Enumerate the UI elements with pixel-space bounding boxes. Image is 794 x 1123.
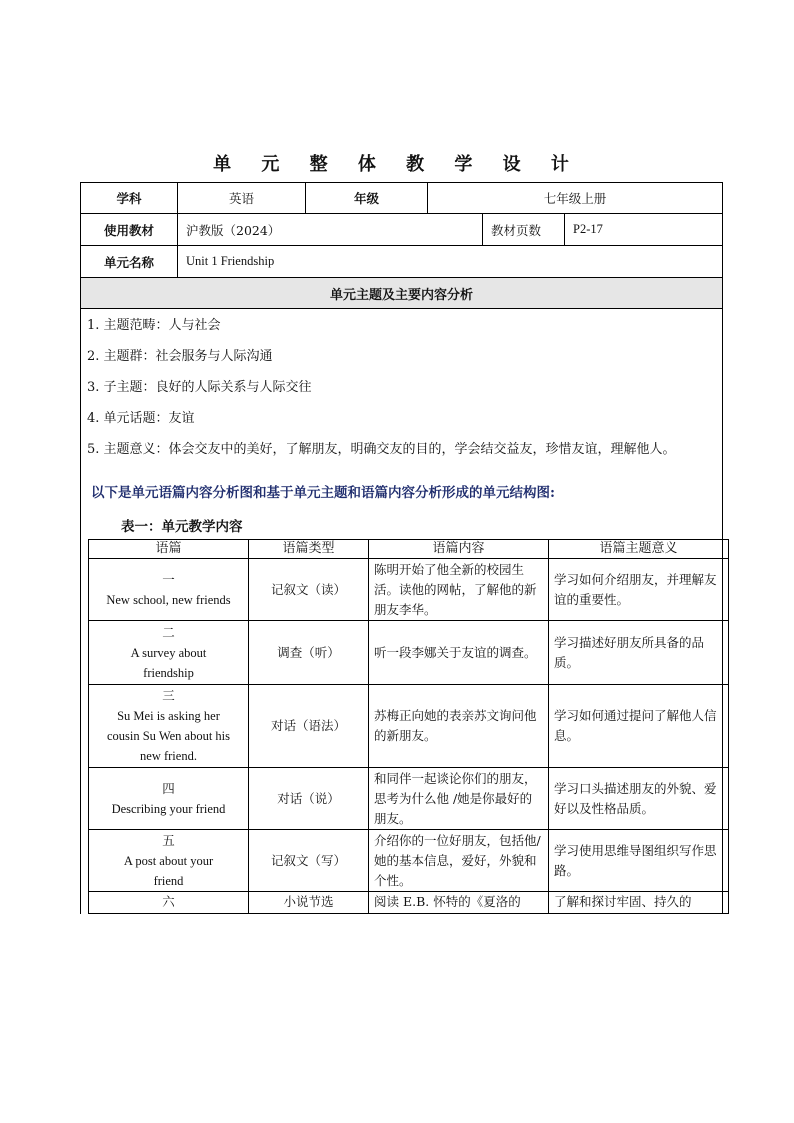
- point-theme-meaning: 5. 主题意义：体会交友中的美好，了解朋友，明确交友的目的，学会结交益友，珍惜友谊，理解他人。: [87, 442, 676, 457]
- row-meaning: 学习描述好朋友所具备的品质。: [549, 621, 729, 685]
- row-number: 四: [162, 781, 175, 796]
- row-number: 五: [162, 833, 175, 848]
- row-title: Describing your friend: [111, 801, 226, 816]
- row-number: 六: [162, 895, 175, 909]
- header-meaning: 语篇主题意义: [549, 540, 729, 559]
- table-caption: 表一：单元教学内容: [121, 519, 243, 535]
- row-meaning: 了解和探讨牢固、持久的: [554, 894, 692, 909]
- row-content: 听一段李娜关于友谊的调查。: [369, 621, 549, 685]
- section-title: 单元主题及主要内容分析: [81, 278, 723, 309]
- textbook-label: 使用教材: [81, 214, 178, 246]
- row-number: 二: [162, 625, 175, 640]
- row-meaning: 学习如何通过提问了解他人信息。: [549, 685, 729, 768]
- row-meaning: 学习口头描述朋友的外貌、爱好以及性格品质。: [549, 768, 729, 830]
- row-title: Su Mei is asking her cousin Su Wen about his new friend.: [106, 709, 231, 763]
- table-row: [89, 892, 729, 914]
- teaching-content-table: [88, 539, 729, 914]
- intro-text: 以下是单元语篇内容分析图和基于单元主题和语篇内容分析形成的单元结构图:: [91, 485, 555, 501]
- row-content: 苏梅正向她的表亲苏文询问他的新朋友。: [369, 685, 549, 768]
- row-meaning: 学习如何介绍朋友，并理解友谊的重要性。: [549, 559, 729, 621]
- row-type: 小说节选: [283, 894, 334, 909]
- row-title: New school, new friends: [106, 592, 231, 607]
- content-cell: [81, 309, 723, 915]
- row-number: 三: [162, 689, 175, 703]
- row-type: 对话（语法）: [249, 685, 369, 768]
- row-title: A survey about friendship: [130, 645, 207, 680]
- document-title: 单 元 整 体 教 学 设 计: [213, 154, 581, 175]
- row-content: 介绍你的一位好朋友，包括他/她的基本信息，爱好，外貌和个性。: [369, 830, 549, 892]
- row-type: 记叙文（写）: [249, 830, 369, 892]
- pages-value: P2-17: [565, 214, 723, 246]
- unit-label: 单元名称: [81, 246, 178, 278]
- row-content: 陈明开始了他全新的校园生活。读他的网帖，了解他的新朋友李华。: [369, 559, 549, 621]
- row-title: A post about your friend: [123, 853, 214, 888]
- unit-design-table: [80, 182, 723, 914]
- point-theme-group: 2. 主题群：社会服务与人际沟通: [87, 349, 273, 364]
- grade-value: 七年级上册: [428, 183, 723, 214]
- header-type: 语篇类型: [249, 540, 369, 559]
- row-content: 和同伴一起谈论你们的朋友，思考为什么他 /她是你最好的朋友。: [369, 768, 549, 830]
- row-type: 记叙文（读）: [249, 559, 369, 621]
- table-row: [89, 621, 729, 685]
- header-text: 语篇: [89, 540, 249, 559]
- subject-label: 学科: [81, 183, 178, 214]
- header-content: 语篇内容: [369, 540, 549, 559]
- unit-value: Unit 1 Friendship: [178, 246, 723, 278]
- pages-label: 教材页数: [483, 214, 565, 246]
- subject-value: 英语: [178, 183, 306, 214]
- row-number: 一: [162, 572, 175, 587]
- table-row: [89, 685, 729, 768]
- table-row: [89, 768, 729, 830]
- row-meaning: 学习使用思维导图组织写作思路。: [549, 830, 729, 892]
- textbook-value: 沪教版（2024）: [178, 214, 483, 246]
- point-sub-theme: 3. 子主题：良好的人际关系与人际交往: [87, 380, 312, 395]
- table-row: [89, 559, 729, 621]
- point-unit-topic: 4. 单元话题：友谊: [87, 411, 195, 426]
- grade-label: 年级: [306, 183, 428, 214]
- point-theme-scope: 1. 主题范畴：人与社会: [87, 318, 221, 333]
- row-type: 对话（说）: [249, 768, 369, 830]
- row-type: 调查（听）: [249, 621, 369, 685]
- table-row: [89, 830, 729, 892]
- row-content: 阅读 E.B. 怀特的《夏洛的: [374, 894, 521, 909]
